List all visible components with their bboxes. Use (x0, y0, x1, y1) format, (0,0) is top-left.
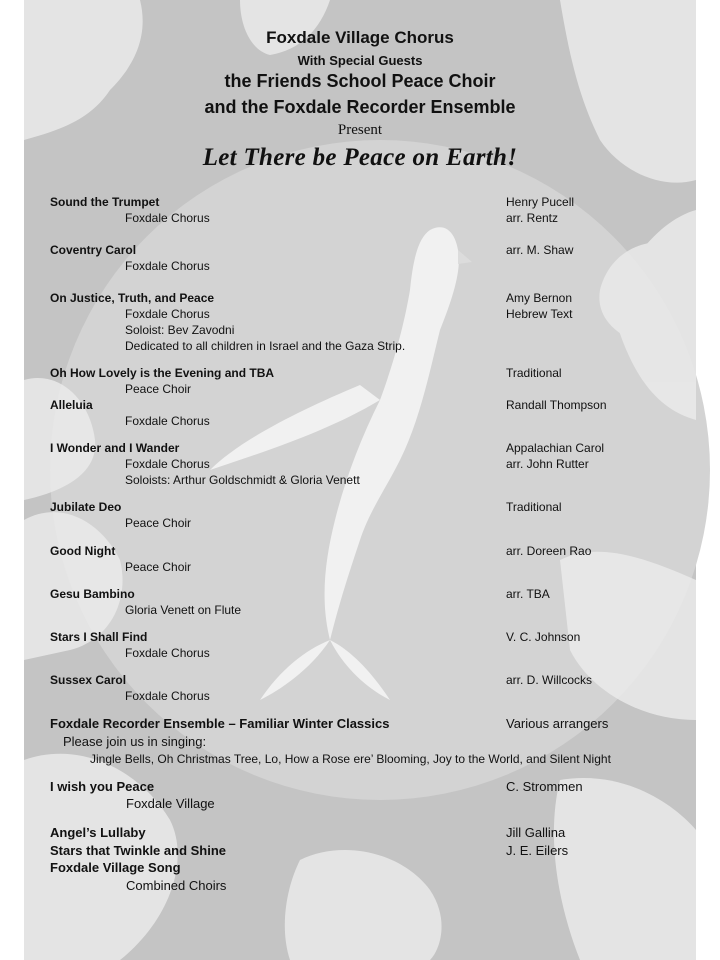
program-item-composer: arr. M. Shaw (506, 243, 574, 257)
present-line: Present (337, 122, 383, 138)
program-item-composer: Randall Thompson (506, 398, 607, 412)
program-item-soloist: Soloist: Bev Zavodni (125, 323, 235, 337)
program-item-performer: Peace Choir (125, 560, 192, 574)
program-item-composer: arr. Doreen Rao (506, 544, 592, 558)
program-item-composer: Jill Gallina (506, 825, 566, 840)
program-item-dedication: Dedicated to all children in Israel and the Gaza Strip. (125, 339, 406, 353)
program-item-composer: arr. D. Willcocks (506, 673, 593, 687)
program-item-title: I Wonder and I Wander (50, 441, 180, 455)
program-item-composer: Various arrangers (506, 716, 609, 731)
program-item-arranger: arr. John Rutter (506, 457, 589, 471)
program-item-composer: Traditional (506, 500, 562, 514)
program-item-title: On Justice, Truth, and Peace (50, 291, 215, 305)
program-item-performer: Foxdale Chorus (125, 211, 210, 225)
program-item-text-source: Hebrew Text (506, 307, 573, 321)
program-item-title: Foxdale Village Song (50, 860, 181, 875)
program-item-composer: Amy Bernon (506, 291, 573, 305)
program-item-composer: J. E. Eilers (506, 843, 569, 858)
program-item-performer: Foxdale Chorus (125, 259, 210, 273)
program-item-performer: Combined Choirs (126, 878, 227, 893)
sing-along-songs: Jingle Bells, Oh Christmas Tree, Lo, How a Rose ere’ Blooming, Joy to the World, and Silent Night (90, 752, 611, 766)
program-item-performer: Gloria Venett on Flute (125, 603, 242, 617)
program-item-performer: Foxdale Chorus (125, 646, 210, 660)
program-item-performer: Foxdale Chorus (125, 689, 210, 703)
program-item-title: Stars that Twinkle and Shine (50, 843, 227, 858)
program-item-title: Good Night (50, 544, 116, 558)
program-item-title: Alleluia (50, 398, 93, 412)
guest-ensemble: and the Foxdale Recorder Ensemble (204, 97, 516, 117)
program-item-title: Gesu Bambino (50, 587, 135, 601)
program-item-composer: arr. TBA (506, 587, 550, 601)
program-item-composer: V. C. Johnson (506, 630, 581, 644)
program-item-composer: Appalachian Carol (506, 441, 605, 455)
program-item-performer: Foxdale Chorus (125, 457, 210, 471)
sing-along-invite: Please join us in singing: (63, 734, 207, 749)
program-item-title: I wish you Peace (50, 779, 155, 794)
program-item-title: Foxdale Recorder Ensemble – Familiar Winter Classics (50, 716, 390, 731)
guests-line: With Special Guests (297, 53, 423, 68)
guest-choir: the Friends School Peace Choir (224, 71, 496, 91)
program-item-title: Sussex Carol (50, 673, 127, 687)
program-item-soloist: Soloists: Arthur Goldschmidt & Gloria Venett (125, 473, 360, 487)
program-item-arranger: arr. Rentz (506, 211, 559, 225)
chorus-name: Foxdale Village Chorus (266, 28, 454, 47)
program-item-title: Stars I Shall Find (50, 630, 148, 644)
program-item-performer: Foxdale Chorus (125, 307, 210, 321)
program-item-performer: Foxdale Chorus (125, 414, 210, 428)
program-item-title: Coventry Carol (50, 243, 137, 257)
program-item-title: Jubilate Deo (50, 500, 122, 514)
program-item-performer: Peace Choir (125, 382, 192, 396)
concert-title: Let There be Peace on Earth! (202, 144, 518, 171)
program-item-performer: Peace Choir (125, 516, 192, 530)
program-item-composer: Henry Pucell (506, 195, 575, 209)
program-item-composer: Traditional (506, 366, 562, 380)
program-item-title: Sound the Trumpet (50, 195, 160, 209)
program-item-performer: Foxdale Village (126, 796, 215, 811)
program-item-title: Oh How Lovely is the Evening and TBA (50, 366, 275, 380)
program-item-composer: C. Strommen (506, 779, 583, 794)
program-item-title: Angel’s Lullaby (50, 825, 146, 840)
